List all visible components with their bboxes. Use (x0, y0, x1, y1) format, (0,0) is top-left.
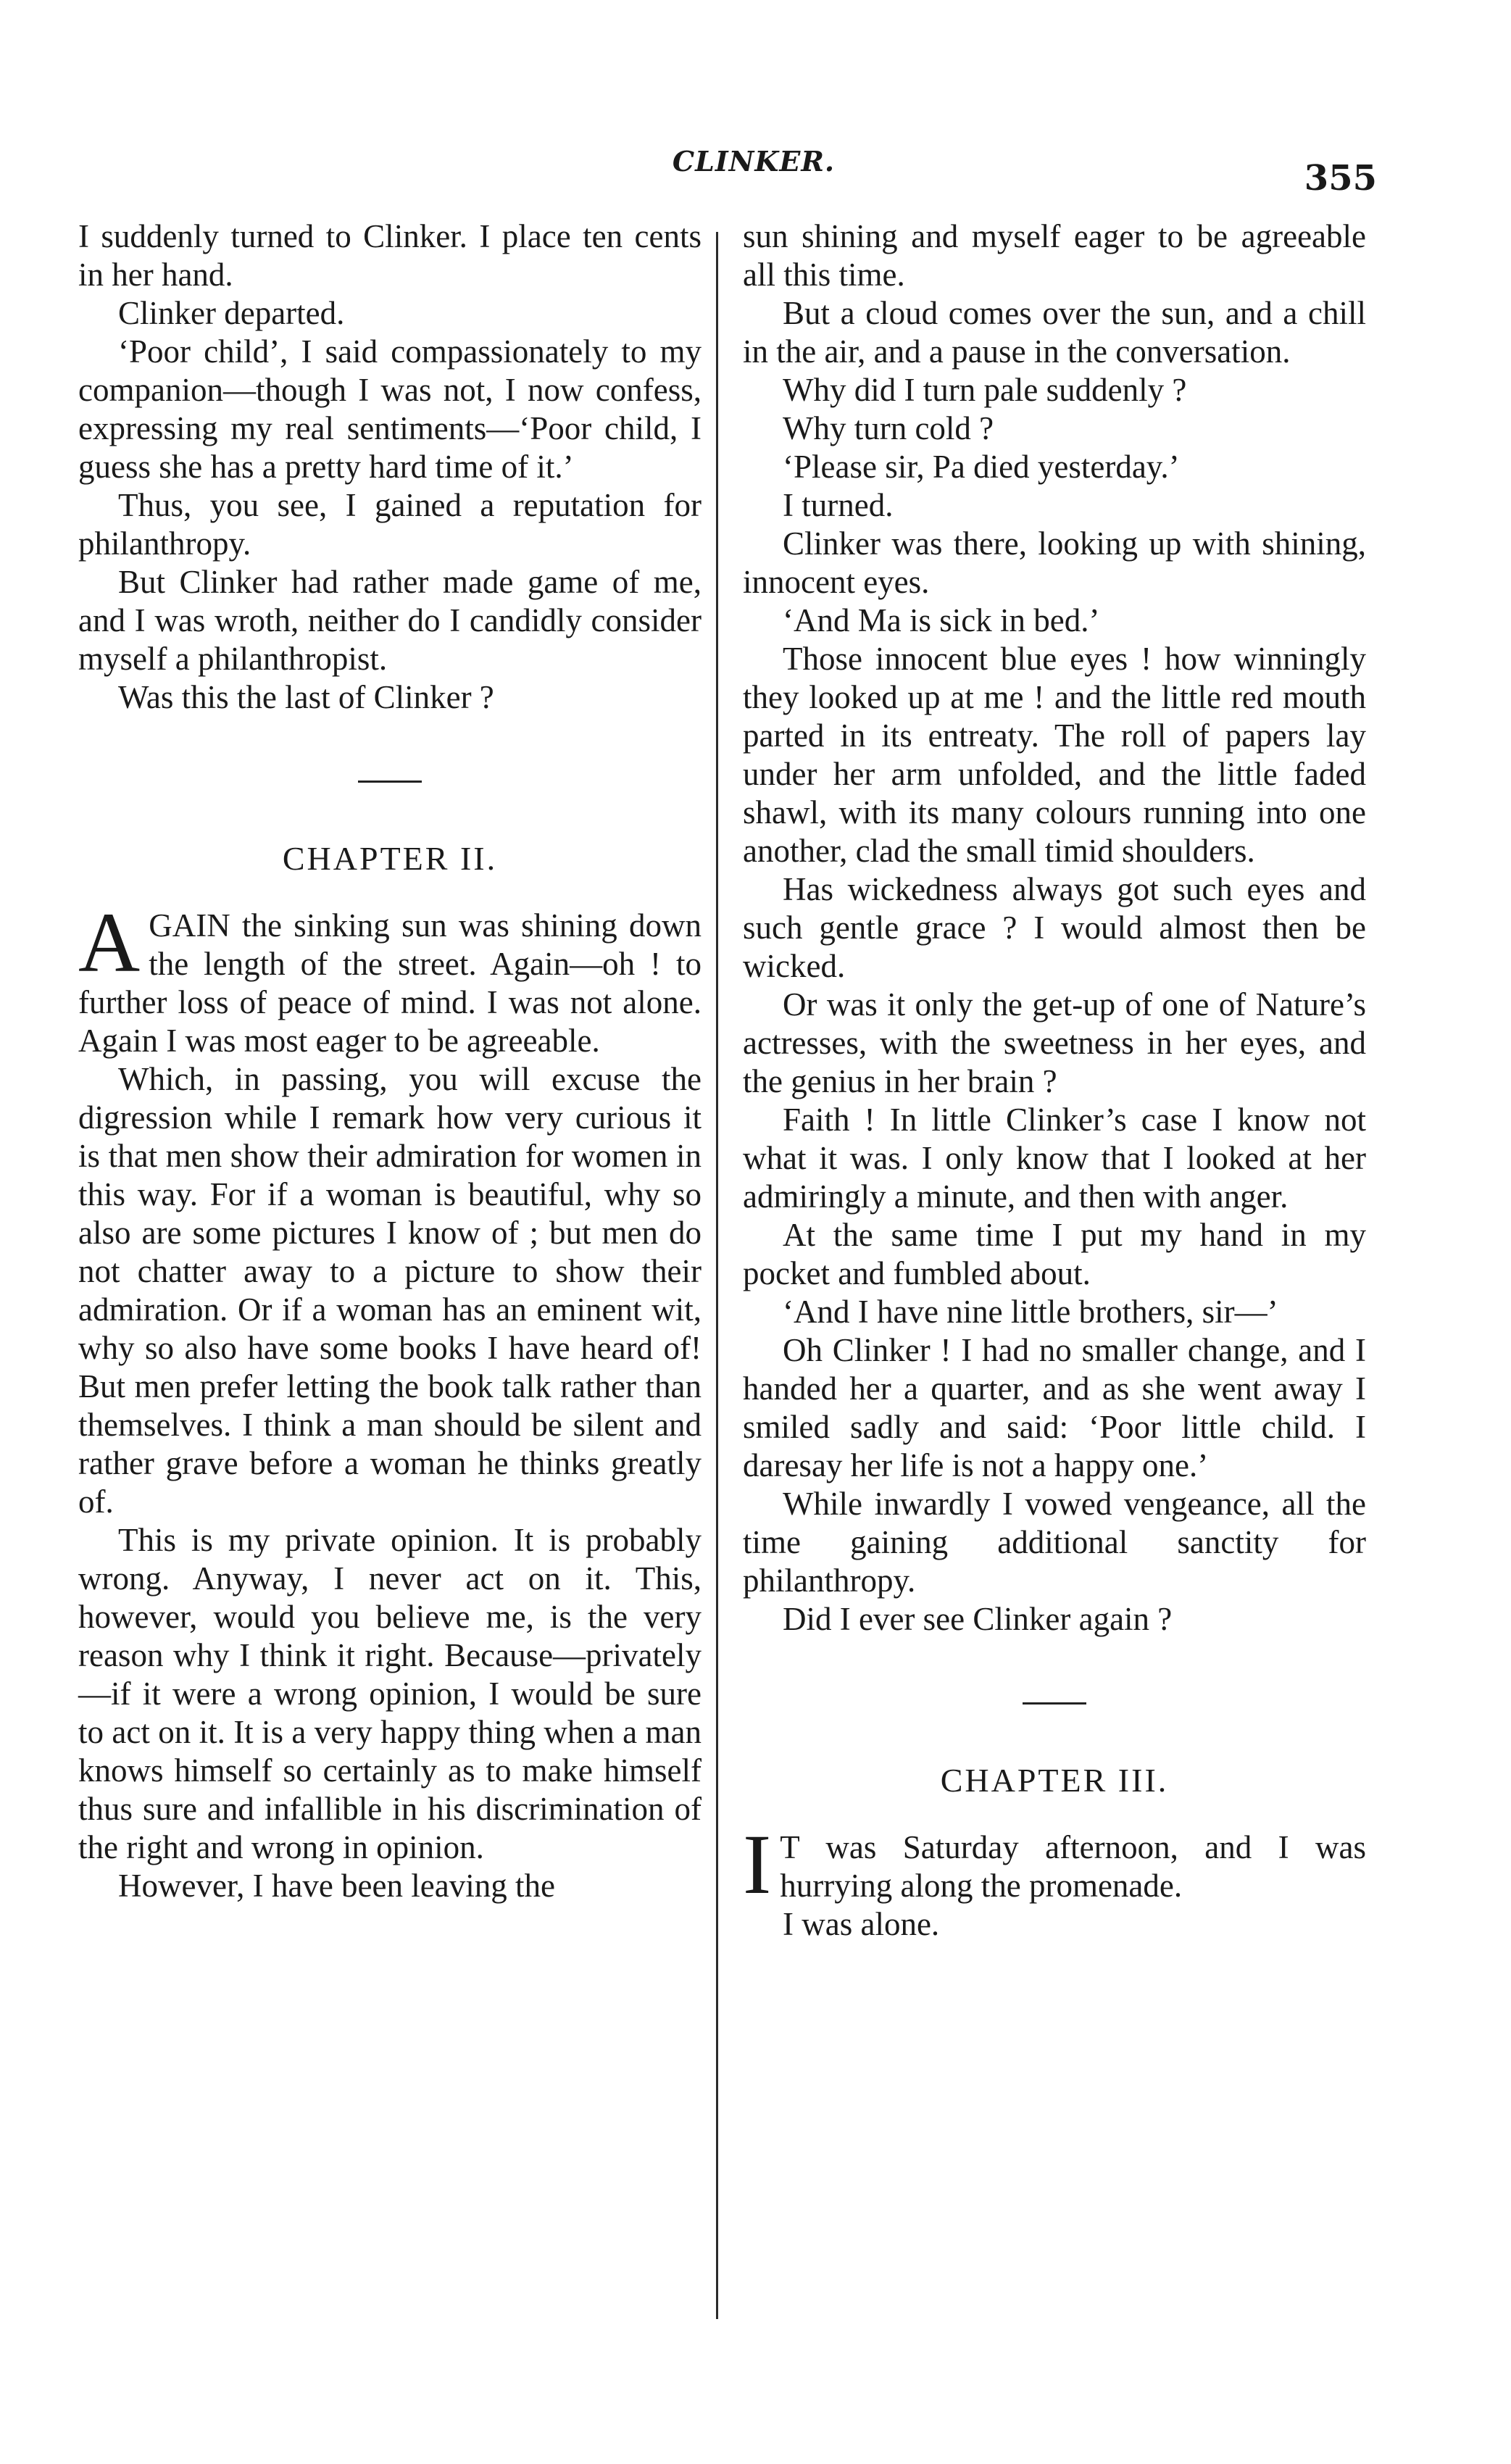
paragraph: This is my private opinion. It is probably wrong. Anyway, I never act on it. This, however, would you believe me, is the very reason why I think it right. Because—privately—if it were a wrong opinion, I would be sure to act on it. It is a very happy thing when a man knows himself so certainly as to make himself thus sure and infallible in his discrimination of the right and wrong in opinion. (78, 1522, 702, 1865)
paragraph: Why turn cold ? (783, 410, 994, 446)
section-break-rule (1023, 1702, 1086, 1705)
paragraph: While inwardly I vowed vengeance, all the time gaining additional sanctity for philanthropy. (743, 1486, 1366, 1599)
paragraph: I was alone. (783, 1906, 940, 1942)
paragraph: Why did I turn pale suddenly ? (783, 372, 1187, 408)
left-column (78, 217, 702, 1905)
paragraph: Has wickedness always got such eyes and such gentle grace ? I would almost then be wicked. (743, 871, 1366, 984)
paragraph: Faith ! In little Clinker’s case I know not what it was. I only know that I looked at her admiringly a minute, and then with anger. (743, 1102, 1366, 1215)
section-break-rule (358, 781, 422, 783)
drop-cap-letter: I (743, 1817, 772, 1912)
column-divider (716, 232, 718, 2319)
paragraph: ‘Please sir, Pa died yesterday.’ (783, 449, 1180, 485)
paragraph: Was this the last of Clinker ? (118, 679, 494, 715)
paragraph: Which, in passing, you will excuse the digression while I remark how very curious it is that men show their admiration for women in this way. For if a woman is beautiful, why so also are some pictures I know of ; but men do not chatter away to a picture to show their admiration. Or if a woman has an eminent wit, why so also have some books I have heard of! But men prefer letting the book talk rather than themselves. I think a man should be silent and rather grave before a woman he thinks greatly of. (78, 1061, 702, 1520)
paragraph: Oh Clinker ! I had no smaller change, and I handed her a quarter, and as she went away I smiled sadly and said: ‘Poor little child. I daresay her life is not a happy one.’ (743, 1332, 1366, 1483)
paragraph: Or was it only the get-up of one of Nature’s actresses, with the sweetness in her eyes, and the genius in her brain ? (743, 986, 1366, 1099)
page-number: 355 (1304, 158, 1377, 199)
chapter-opening-text: T was Saturday afternoon, and I was hurrying along the promenade. (780, 1829, 1366, 1904)
paragraph: Those innocent blue eyes ! how winningly they looked up at me ! and the little red mouth parted in its entreaty. The roll of papers lay under her arm unfolded, and the little faded shawl, with its many colours running into one another, clad the small timid shoulders. (743, 641, 1366, 869)
paragraph: Thus, you see, I gained a reputation for philanthropy. (78, 487, 702, 562)
drop-cap-letter: A (78, 895, 141, 990)
paragraph: At the same time I put my hand in my pocket and fumbled about. (743, 1217, 1366, 1291)
paragraph: Did I ever see Clinker again ? (783, 1601, 1173, 1637)
right-column (743, 217, 1366, 1944)
chapter-heading: CHAPTER III. (940, 1762, 1169, 1799)
running-title: CLINKER. (672, 145, 836, 178)
chapter-opening-paragraph (78, 895, 702, 1060)
paragraph: sun shining and myself eager to be agreeable all this time. (743, 218, 1366, 293)
paragraph: Clinker departed. (118, 295, 345, 331)
chapter-opening-text: GAIN the sinking sun was shining down the length of the street. Again—oh ! to further loss of peace of mind. I was not alone. Again I was most eager to be agreeable. (78, 907, 702, 1059)
paragraph: I turned. (783, 487, 894, 523)
paragraph: But a cloud comes over the sun, and a chill in the air, and a pause in the conversation. (743, 295, 1366, 370)
paragraph: ‘And I have nine little brothers, sir—’ (783, 1294, 1278, 1330)
paragraph: ‘Poor child’, I said compassionately to my companion—though I was not, I now confess, expressing my real sentiments—‘Poor child, I guess she has a pretty hard time of it.’ (78, 333, 702, 485)
chapter-heading: CHAPTER II. (282, 840, 498, 877)
paragraph: But Clinker had rather made game of me, and I was wroth, neither do I candidly consider myself a philanthropist. (78, 564, 702, 677)
paragraph: I suddenly turned to Clinker. I place ten cents in her hand. (78, 218, 702, 293)
paragraph: However, I have been leaving the (118, 1868, 555, 1904)
paragraph: Clinker was there, looking up with shining, innocent eyes. (743, 525, 1366, 600)
paragraph: ‘And Ma is sick in bed.’ (783, 602, 1100, 638)
chapter-opening-paragraph (743, 1817, 1366, 1912)
